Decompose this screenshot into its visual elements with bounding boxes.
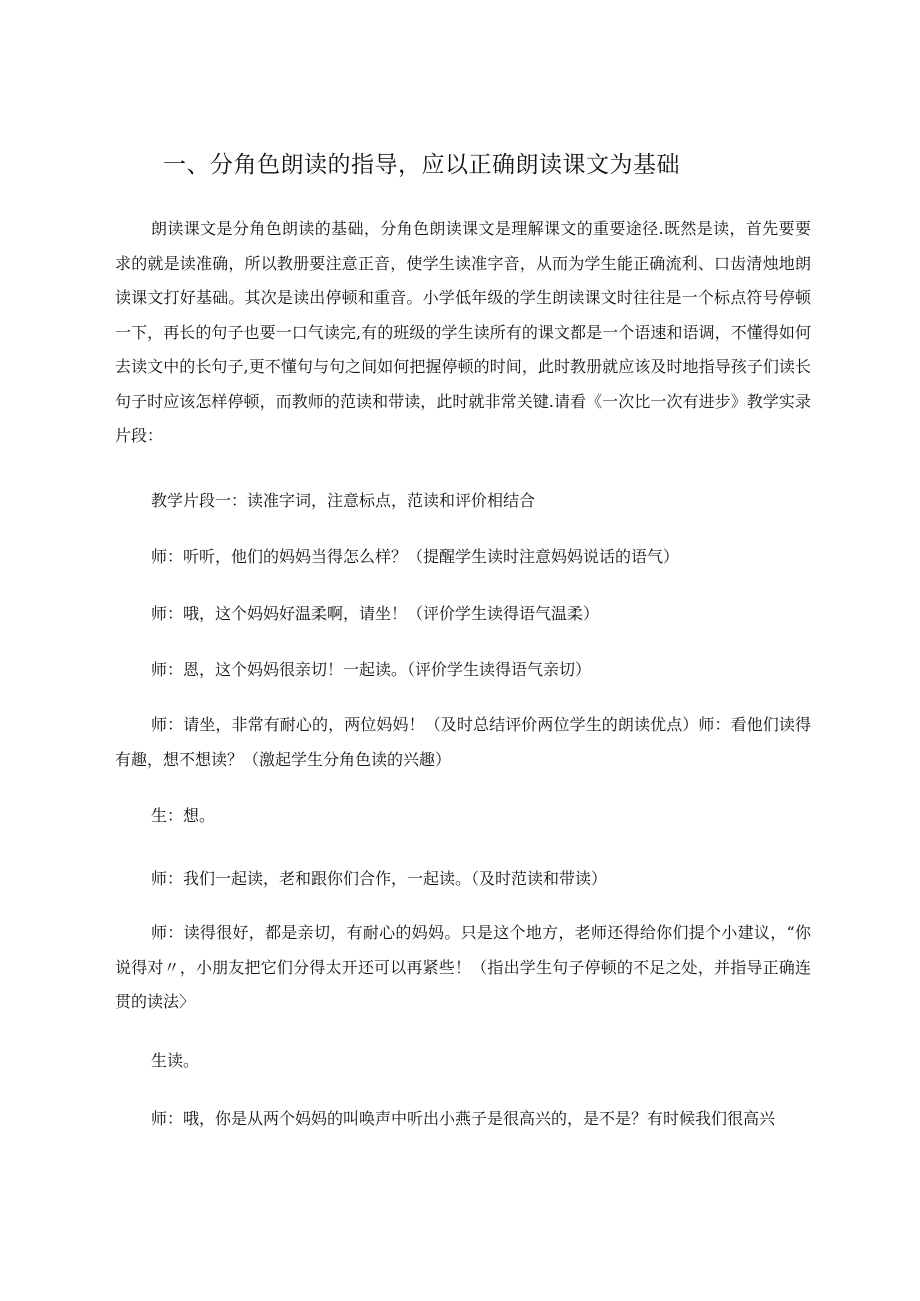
paragraph-student-1: 生：想。 — [151, 806, 216, 825]
paragraph-teacher-7: 师：哦，你是从两个妈妈的叫唤声中听出小燕子是很高兴的，是不是？有时候我们很高兴 — [151, 1109, 776, 1128]
paragraph-teacher-5: 师：我们一起读，老和跟你们合作，一起读。（及时范读和带读） — [151, 869, 608, 888]
paragraph-teacher-2: 师：哦，这个妈妈好温柔啊，请坐！（评价学生读得语气温柔） — [151, 604, 600, 623]
paragraph-student-2: 生读。 — [151, 1051, 200, 1070]
paragraph-teacher-1: 师：听听，他们的妈妈当得怎么样？（提醒学生读时注意妈妈说话的语气） — [151, 547, 680, 566]
paragraph-intro: 朗读课文是分角色朗读的基础，分角色朗读课文是理解课文的重要途径.既然是读，首先要要求的就是读准确，所以教册要注意正音，使学生读准字音，从而为学生能正确流利、口齿清烛地朗读课文打好基础。其次是读出停顿和重音。小学低年级的学生朗读课文时往往是一个标点符号停顿一下，再长的句子也要一口气读完,有的班级的学生读所有的课文都是一个语速和语调，不懂得如何去读文中的长句子,更不懂句与句之间如何把握停顿的时间，此时教册就应该及时地指导孩子们读长句子时应该怎样停顿，而教师的范读和带读，此时就非常关键.请看《一次比一次有进步》教学实录片段： — [115, 219, 811, 445]
paragraph-segment-title: 教学片段一：读准字词，注意标点，范读和评价相结合 — [151, 491, 536, 510]
paragraph-teacher-6: 师：读得很好，都是亲切，有耐心的妈妈。只是这个地方，老师还得给你们提个小建议，“你说得对〃，小朋友把它们分得太开还可以再紧些！（指出学生句子停顿的不足之处，并指导正确连贯的读法〉 — [115, 923, 811, 1011]
paragraph-teacher-3: 师：恩，这个妈妈很亲切！一起读。（评价学生读得语气亲切） — [151, 660, 592, 679]
section-heading: 一、分角色朗读的指导，应以正确朗读课文为基础 — [163, 152, 680, 178]
paragraph-teacher-4: 师：请坐，非常有耐心的，两位妈妈！（及时总结评价两位学生的朗读优点）师：看他们读得有趣，想不想读？（激起学生分角色读的兴趣） — [115, 715, 811, 769]
